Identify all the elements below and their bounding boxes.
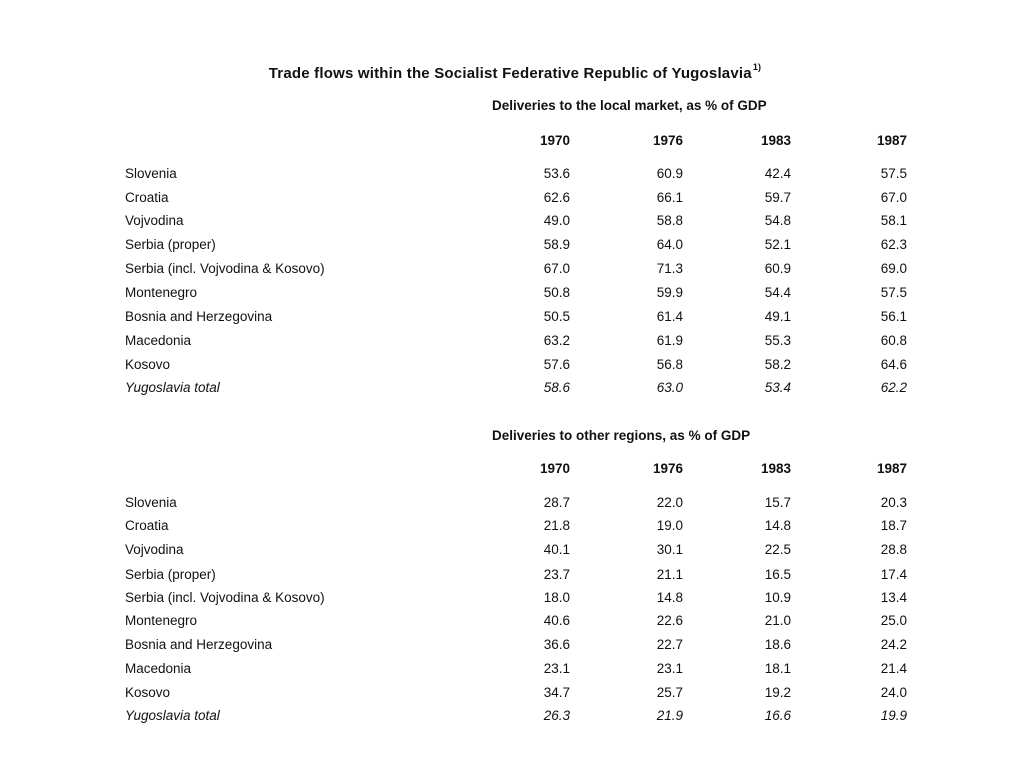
table-cell: 13.4 [880, 590, 907, 605]
table-cell: 24.0 [880, 685, 907, 700]
table-cell: 22.6 [656, 613, 683, 628]
section-heading: Deliveries to other regions, as % of GDP [492, 428, 751, 443]
table-cell: 25.7 [656, 685, 683, 700]
column-header-year: 1970 [539, 133, 570, 148]
table-cell: 59.7 [764, 190, 791, 205]
table-cell: 14.8 [764, 518, 791, 533]
table-cell: 18.1 [764, 661, 791, 676]
row-label: Kosovo [125, 357, 171, 372]
row-label: Yugoslavia total [125, 708, 220, 723]
row-label: Serbia (incl. Vojvodina & Kosovo) [125, 261, 325, 276]
table-cell: 60.9 [656, 166, 683, 181]
table-cell: 61.4 [656, 309, 683, 324]
table-cell: 54.8 [764, 213, 791, 228]
table-cell: 56.1 [880, 309, 907, 324]
table-cell: 58.1 [880, 213, 907, 228]
row-label: Bosnia and Herzegovina [125, 637, 273, 652]
table-cell: 66.1 [656, 190, 683, 205]
table-cell: 62.6 [543, 190, 570, 205]
table-cell: 16.5 [764, 567, 791, 582]
table-cell: 62.3 [880, 237, 907, 252]
row-label: Yugoslavia total [125, 380, 220, 395]
table-cell: 19.2 [764, 685, 791, 700]
row-label: Montenegro [125, 285, 198, 300]
table-cell: 30.1 [656, 542, 683, 557]
table-cell: 59.9 [656, 285, 683, 300]
table-cell: 58.6 [543, 380, 570, 395]
table-cell: 64.6 [880, 357, 907, 372]
table-cell: 57.5 [880, 166, 907, 181]
column-header-year: 1983 [760, 133, 791, 148]
column-header-year: 1987 [876, 461, 907, 476]
table-cell: 60.8 [880, 333, 907, 348]
table-cell: 58.8 [656, 213, 683, 228]
table-cell: 22.0 [656, 495, 683, 510]
row-label: Vojvodina [125, 542, 184, 557]
table-cell: 10.9 [764, 590, 791, 605]
row-label: Croatia [125, 518, 169, 533]
row-label: Macedonia [125, 661, 192, 676]
table-cell: 62.2 [880, 380, 907, 395]
table-cell: 21.0 [764, 613, 791, 628]
table-cell: 57.6 [543, 357, 570, 372]
table-cell: 50.8 [543, 285, 570, 300]
table-cell: 18.0 [543, 590, 570, 605]
table-cell: 28.7 [543, 495, 570, 510]
title-footnote: 1) [752, 62, 762, 72]
table-cell: 21.9 [656, 708, 683, 723]
table-cell: 58.2 [764, 357, 791, 372]
table-cell: 19.0 [656, 518, 683, 533]
table-cell: 67.0 [880, 190, 907, 205]
column-header-year: 1976 [652, 133, 683, 148]
row-label: Serbia (proper) [125, 567, 216, 582]
table-cell: 50.5 [543, 309, 570, 324]
row-label: Montenegro [125, 613, 198, 628]
table-cell: 28.8 [880, 542, 907, 557]
row-label: Kosovo [125, 685, 171, 700]
title-text: Trade flows within the Socialist Federative Republic of Yugoslavia [268, 65, 752, 82]
table-cell: 18.7 [880, 518, 907, 533]
column-header-year: 1970 [539, 461, 570, 476]
column-header-year: 1987 [876, 133, 907, 148]
table-cell: 57.5 [880, 285, 907, 300]
table-cell: 25.0 [880, 613, 907, 628]
table-cell: 22.7 [656, 637, 683, 652]
table-cell: 21.8 [543, 518, 570, 533]
table-cell: 63.0 [656, 380, 683, 395]
table-cell: 17.4 [880, 567, 907, 582]
row-label: Croatia [125, 190, 169, 205]
section-heading: Deliveries to the local market, as % of GDP [492, 98, 767, 113]
table-cell: 14.8 [656, 590, 683, 605]
table-cell: 23.1 [543, 661, 570, 676]
table-cell: 36.6 [543, 637, 570, 652]
table-cell: 49.1 [764, 309, 791, 324]
table-cell: 34.7 [543, 685, 570, 700]
table-cell: 64.0 [656, 237, 683, 252]
table-cell: 23.1 [656, 661, 683, 676]
table-cell: 40.1 [543, 542, 570, 557]
table-cell: 21.1 [656, 567, 683, 582]
row-label: Slovenia [125, 495, 177, 510]
table-cell: 21.4 [880, 661, 907, 676]
row-label: Macedonia [125, 333, 192, 348]
column-header-year: 1976 [652, 461, 683, 476]
row-label: Slovenia [125, 166, 177, 181]
table-cell: 58.9 [543, 237, 570, 252]
table-cell: 54.4 [764, 285, 791, 300]
table-cell: 52.1 [764, 237, 791, 252]
table-cell: 61.9 [656, 333, 683, 348]
table-cell: 55.3 [764, 333, 791, 348]
table-cell: 22.5 [764, 542, 791, 557]
table-cell: 23.7 [543, 567, 570, 582]
table-cell: 60.9 [764, 261, 791, 276]
table-cell: 56.8 [656, 357, 683, 372]
table-cell: 53.4 [764, 380, 791, 395]
table-cell: 18.6 [764, 637, 791, 652]
table-cell: 19.9 [880, 708, 907, 723]
row-label: Bosnia and Herzegovina [125, 309, 273, 324]
page-title [0, 62, 1024, 82]
table-cell: 49.0 [543, 213, 570, 228]
table-cell: 40.6 [543, 613, 570, 628]
table-cell: 63.2 [543, 333, 570, 348]
table-cell: 71.3 [656, 261, 683, 276]
table-cell: 15.7 [764, 495, 791, 510]
table-cell: 42.4 [764, 166, 791, 181]
table-cell: 24.2 [880, 637, 907, 652]
table-cell: 53.6 [543, 166, 570, 181]
table-cell: 20.3 [880, 495, 907, 510]
table-cell: 69.0 [880, 261, 907, 276]
row-label: Vojvodina [125, 213, 184, 228]
table-cell: 16.6 [764, 708, 791, 723]
row-label: Serbia (incl. Vojvodina & Kosovo) [125, 590, 325, 605]
table-cell: 67.0 [543, 261, 570, 276]
column-header-year: 1983 [760, 461, 791, 476]
table-cell: 26.3 [543, 708, 570, 723]
row-label: Serbia (proper) [125, 237, 216, 252]
